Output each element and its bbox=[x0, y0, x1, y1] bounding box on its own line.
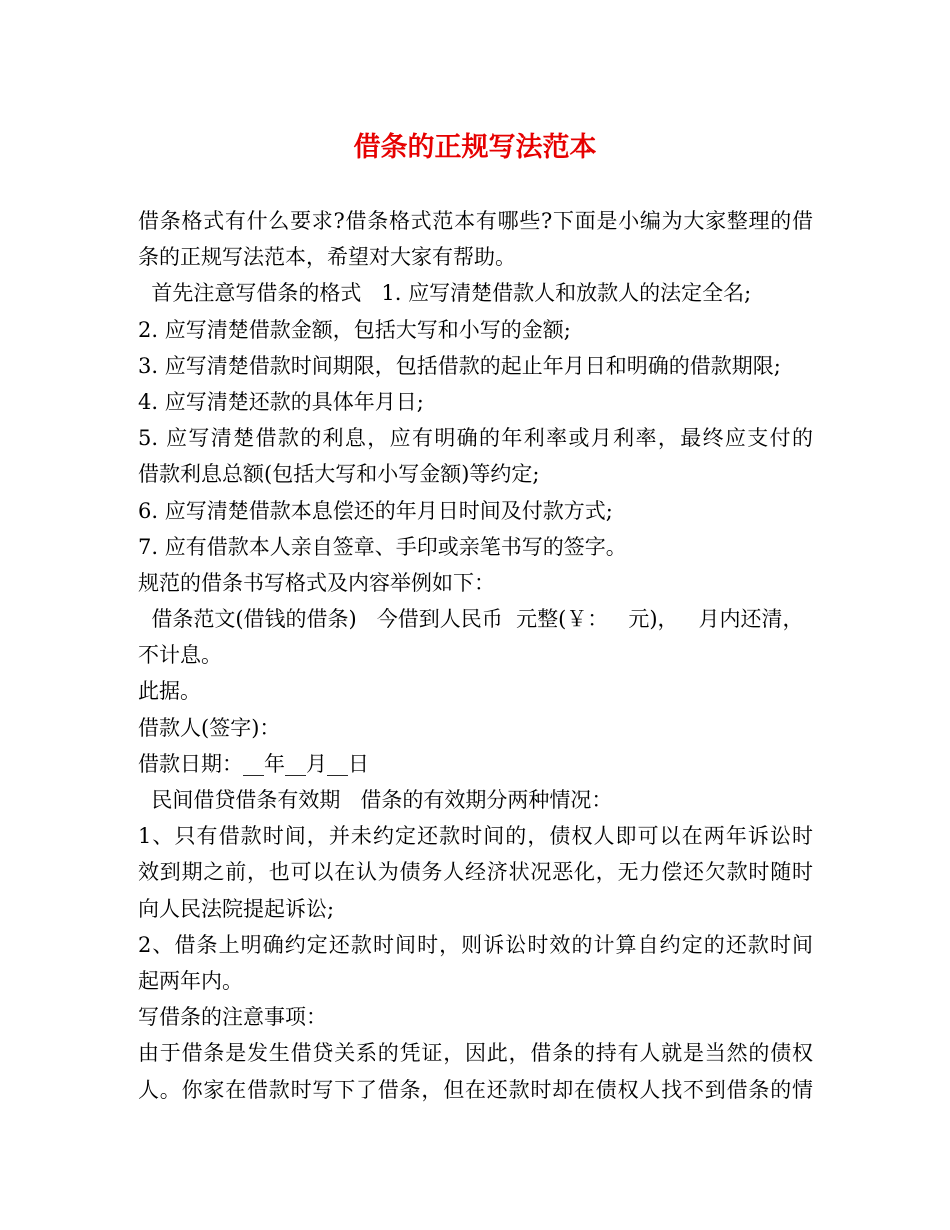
body-line: 条的正规写法范本，希望对大家有帮助。 bbox=[138, 245, 516, 270]
body-line: 规范的借条书写格式及内容举例如下： bbox=[138, 570, 495, 595]
body-line: 2. 应写清楚借款金额，包括大写和小写的金额; bbox=[138, 317, 571, 342]
body-line: 7. 应有借款本人亲自签章、手印或亲笔书写的签字。 bbox=[138, 534, 627, 559]
body-line: 借款利息总额(包括大写和小写金额)等约定; bbox=[138, 462, 540, 487]
body-line: 1、只有借款时间，并未约定还款时间的，债权人即可以在两年诉讼时 bbox=[138, 824, 813, 849]
body-line: 不计息。 bbox=[138, 643, 222, 668]
body-line: 借款日期：__年__月__日 bbox=[138, 751, 369, 776]
body-line: 民间借贷借条有效期 借条的有效期分两种情况： bbox=[138, 788, 613, 812]
body-line: 起两年内。 bbox=[138, 968, 243, 993]
body-line: 借条范文(借钱的借条) 今借到人民币 元整(￥： 元)， 月内还清， bbox=[138, 607, 804, 632]
document-title: 借条的正规写法范本 bbox=[353, 132, 597, 163]
body-line: 4. 应写清楚还款的具体年月日; bbox=[138, 389, 424, 414]
body-line: 由于借条是发生借贷关系的凭证，因此，借条的持有人就是当然的债权 bbox=[138, 1041, 813, 1066]
body-line: 效到期之前，也可以在认为债务人经济状况恶化，无力偿还欠款时随时 bbox=[138, 860, 813, 885]
body-line: 向人民法院提起诉讼; bbox=[138, 896, 335, 921]
body-line: 2、借条上明确约定还款时间时，则诉讼时效的计算自约定的还款时间 bbox=[138, 932, 813, 957]
body-line: 6. 应写清楚借款本息偿还的年月日时间及付款方式; bbox=[138, 498, 613, 523]
body-line: 此据。 bbox=[138, 679, 201, 704]
body-line: 借条格式有什么要求?借条格式范本有哪些?下面是小编为大家整理的借 bbox=[138, 209, 813, 233]
body-line: 写借条的注意事项： bbox=[138, 1005, 327, 1030]
body-line: 人。你家在借款时写下了借条，但在还款时却在债权人找不到借条的情 bbox=[138, 1077, 813, 1102]
body-line: 5. 应写清楚借款的利息，应有明确的年利率或月利率，最终应支付的 bbox=[138, 426, 813, 451]
document-body bbox=[138, 203, 813, 1108]
body-line: 首先注意写借条的格式 1. 应写清楚借款人和放款人的法定全名; bbox=[138, 281, 752, 306]
body-line: 借款人(签字)： bbox=[138, 715, 281, 740]
body-line: 3. 应写清楚借款时间期限，包括借款的起止年月日和明确的借款期限; bbox=[138, 353, 781, 378]
